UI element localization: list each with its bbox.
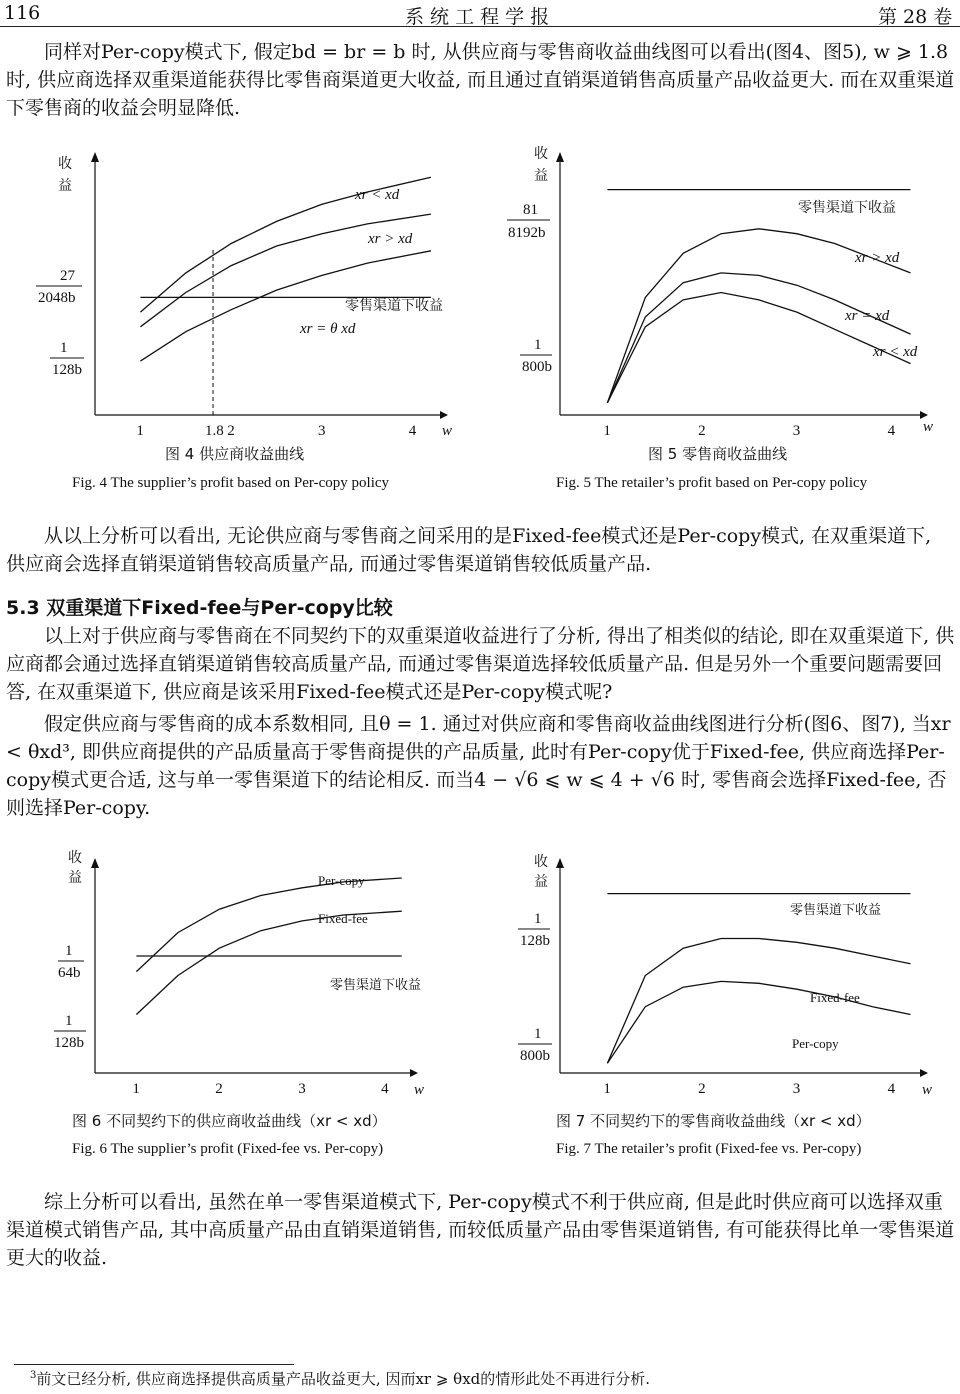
y-tick-2-num: 1 [60, 340, 68, 356]
y-tick-2 [54, 1013, 86, 1051]
series-line-3 [607, 981, 910, 1063]
y-tick-1 [507, 202, 550, 241]
y-tick-1 [58, 943, 84, 981]
x-tick-label-2: 1.8 [205, 423, 224, 439]
y-axis-label-1: 收 [534, 146, 548, 162]
fig4-caption-zh: 图 4 供应商收益曲线 [165, 445, 305, 463]
y-tick-1-den: 128b [520, 933, 550, 949]
paragraph-5: 综上分析可以看出, 虽然在单一零售渠道模式下, Per-copy模式不利于供应商, 但是此时供应商可以选择双重渠道模式销售产品, 其中高质量产品由直销渠道销售, 而较低质量产品由零售渠道销售, 有可能获得比单一零售渠道更大的收益. [6, 1191, 955, 1269]
label-retail-channel-profit: 零售渠道下收益 [798, 200, 896, 216]
x-tick-label-1: 1 [132, 1081, 140, 1097]
x-axis-arrow [440, 411, 448, 419]
fig7-caption-en: Fig. 7 The retailer’s profit (Fixed-fee vs. Per-copy) [556, 1141, 862, 1157]
x-tick-label-5: 4 [408, 423, 417, 439]
paragraph-4: 假定供应商与零售商的成本系数相同, 且θ = 1. 通过对供应商和零售商收益曲线图进行分析(图6、图7), 当xr < θxd³, 即供应商提供的产品质量高于零售商提供的产品质量, 此时有Per-copy优于Fixed-fee, 供应商选择Per-copy模式更合适, 这与单一零售渠道下的结论相反. 而当4 − √6 ⩽ w ⩽ 4 + √6 时, 零售商会选择Fixed-fee, 否则选择Per-copy. [6, 713, 951, 819]
y-tick-2-den: 128b [52, 362, 82, 378]
x-tick-label-1: 1 [603, 423, 611, 439]
y-axis-label-1: 收 [534, 854, 548, 870]
y-axis-label-2: 益 [58, 178, 72, 194]
fig5-caption-en: Fig. 5 The retailer’s profit based on Per-copy policy [556, 475, 868, 491]
y-axis-arrow [91, 152, 99, 162]
x-axis-arrow [920, 411, 928, 419]
section-heading: 5.3 双重渠道下Fixed-fee与Per-copy比较 [6, 597, 393, 619]
fig4-caption-en: Fig. 4 The supplier’s profit based on Per-copy policy [72, 475, 390, 491]
y-axis-arrow [91, 858, 99, 868]
label-xr-gt-xd: xr > xd [368, 231, 413, 247]
paragraph-1: 同样对Per-copy模式下, 假定bd = br = b 时, 从供应商与零售商收益曲线图可以看出(图4、图5), w ⩾ 1.8时, 供应商选择双重渠道能获得比零售商渠道更大收益, 而且通过直销渠道销售高质量产品收益更大. 而在双重渠道下零售商的收益会明显降低. [6, 41, 955, 119]
footnote-text: 前文已经分析, 供应商选择提供高质量产品收益更大, 因而xr ⩾ θxd的情形此处不再进行分析. [36, 1370, 651, 1388]
y-tick-2 [50, 340, 84, 378]
x-tick-label-3: 2 [227, 423, 235, 439]
footnote-rule [14, 1364, 294, 1365]
x-axis-label: w [923, 419, 934, 435]
volume-label: 第 28 卷 [878, 6, 953, 28]
y-tick-2-den: 128b [54, 1035, 84, 1051]
figure-4-chart [0, 140, 470, 440]
label-xr-eq-xd: xr = xd [845, 308, 890, 324]
x-tick-label-2: 2 [698, 423, 706, 439]
label-xr-lt-xd: xr < xd [873, 344, 918, 360]
x-tick-label-3: 3 [792, 1081, 801, 1097]
page-header [0, 0, 960, 27]
y-tick-1-den: 64b [58, 965, 81, 981]
paragraph-3: 以上对于供应商与零售商在不同契约下的双重渠道收益进行了分析, 得出了相类似的结论, 即在双重渠道下, 供应商都会通过选择直销渠道销售较高质量产品, 而通过零售渠道选择较低质量产品. 但是另外一个重要问题需要回答, 在双重渠道下, 供应商是该采用Fixed-fee模式还是Per-copy模式呢? [6, 625, 955, 703]
x-tick-label-4: 3 [318, 423, 326, 439]
x-axis-label: w [442, 423, 453, 439]
label-xr-gt-xd: xr > xd [855, 250, 900, 266]
x-tick-label-3: 3 [298, 1081, 306, 1097]
fig7-caption-zh: 图 7 不同契约下的零售商收益曲线（xr < xd） [556, 1112, 871, 1130]
label-per-copy: Per-copy [792, 1036, 839, 1051]
y-tick-1 [518, 911, 550, 949]
paragraph-2: 从以上分析可以看出, 无论供应商与零售商之间采用的是Fixed-fee模式还是Per-copy模式, 在双重渠道下, 供应商会选择直销渠道销售较高质量产品, 而通过零售渠道销售较低质量产品. [6, 525, 932, 575]
y-axis-label-2: 益 [534, 168, 548, 184]
x-tick-label-1: 1 [603, 1081, 611, 1097]
y-axis-arrow [556, 858, 564, 868]
label-xr-lt-xd: xr < xd [355, 187, 400, 203]
x-tick-label-4: 4 [887, 1081, 896, 1097]
fig5-caption-zh: 图 5 零售商收益曲线 [648, 445, 788, 463]
x-tick-label-3: 3 [792, 423, 801, 439]
y-axis-label-1: 收 [58, 156, 72, 172]
label-retail-channel-profit: 零售渠道下收益 [345, 298, 443, 314]
x-tick-label-4: 4 [887, 423, 896, 439]
footnote [30, 1368, 650, 1389]
label-fixed-fee: Fixed-fee [318, 911, 368, 926]
y-axis-arrow [556, 152, 564, 162]
label-xr-eq-theta-xd: xr = θ xd [300, 321, 356, 337]
x-tick-label-2: 2 [215, 1081, 223, 1097]
x-tick-label-4: 4 [381, 1081, 389, 1097]
x-axis-arrow [920, 1069, 928, 1077]
label-fixed-fee: Fixed-fee [810, 990, 860, 1005]
y-tick-1-den: 2048b [38, 290, 76, 306]
y-tick-2-den: 800b [520, 1048, 550, 1064]
x-axis-arrow [410, 1069, 418, 1077]
y-tick-2-num: 1 [65, 1013, 73, 1029]
x-tick-label-2: 2 [698, 1081, 706, 1097]
y-tick-2 [520, 337, 552, 375]
footnote-mark: 3 [30, 1370, 37, 1381]
y-tick-2-num: 1 [534, 337, 542, 353]
y-axis-label-2: 益 [68, 870, 82, 886]
journal-title: 系 统 工 程 学 报 [405, 6, 550, 28]
y-tick-2-den: 800b [522, 359, 552, 375]
page-number: 116 [4, 2, 41, 24]
label-retail-channel-profit: 零售渠道下收益 [330, 978, 422, 993]
y-tick-1-num: 27 [60, 268, 75, 284]
fig6-caption-zh: 图 6 不同契约下的供应商收益曲线（xr < xd） [72, 1112, 387, 1130]
y-tick-1-num: 1 [534, 911, 542, 927]
series-line-2 [136, 911, 401, 1014]
label-per-copy: Per-copy [318, 873, 365, 888]
x-axis-label: w [414, 1082, 425, 1098]
label-retail-channel-profit: 零售渠道下收益 [790, 903, 882, 918]
x-axis-label: w [922, 1082, 933, 1098]
series-line-2 [607, 939, 910, 1064]
y-tick-1-num: 1 [65, 943, 73, 959]
y-tick-2-num: 1 [534, 1026, 542, 1042]
series-line-3 [607, 273, 910, 403]
y-tick-1 [36, 268, 82, 306]
y-tick-2 [518, 1026, 552, 1064]
x-tick-label-1: 1 [136, 423, 144, 439]
fig6-caption-en: Fig. 6 The supplier’s profit (Fixed-fee vs. Per-copy) [72, 1141, 384, 1157]
y-tick-1-num: 81 [523, 202, 538, 218]
figure-6-chart [0, 848, 470, 1098]
y-axis-label-1: 收 [68, 850, 82, 866]
figure-5-chart [480, 140, 950, 440]
y-tick-1-den: 8192b [508, 225, 546, 241]
y-axis-label-2: 益 [534, 874, 548, 890]
figure-7-chart [480, 848, 950, 1098]
